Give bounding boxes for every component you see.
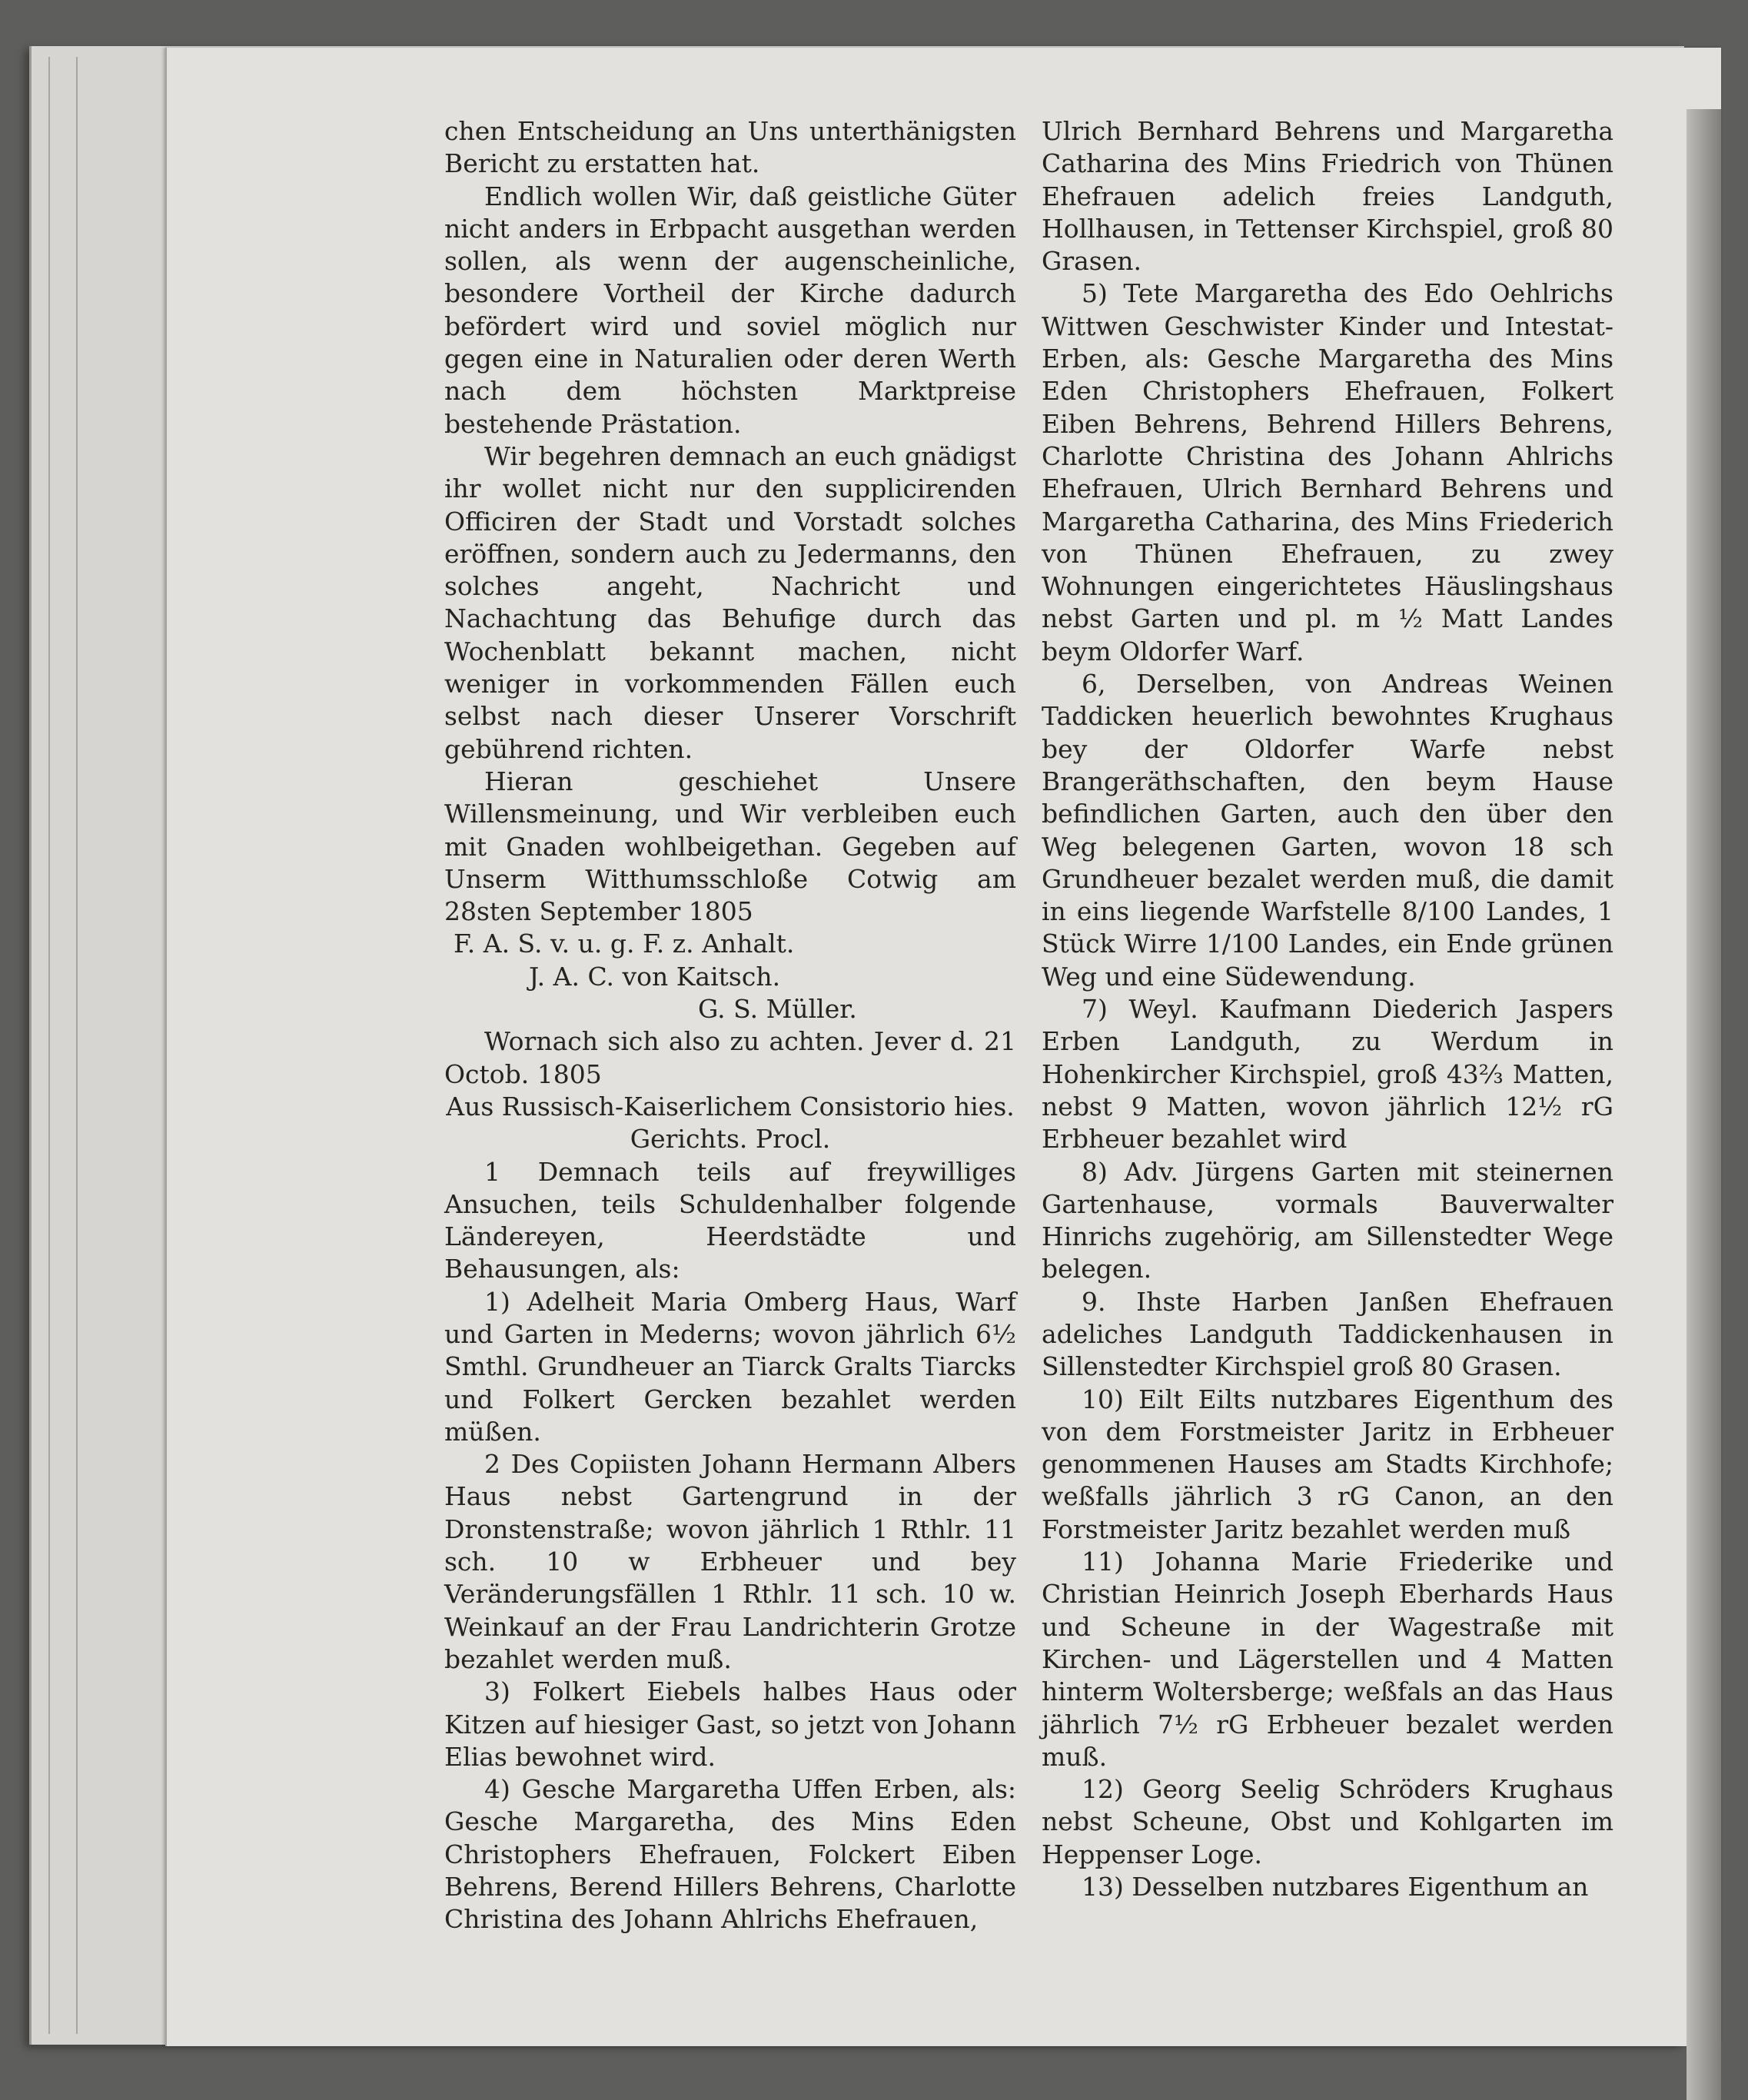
paragraph: Wir begehren demnach an euch gnädigst ihr wollet nicht nur den supplicirenden Officiren der Stadt und Vorstadt solches eröffnen, sondern auch zu Jedermanns, den solches angeht, Nachricht und Nachachtung das Behufige durch das Wochenblatt bekannt machen, nicht weniger in vorkommenden Fällen euch selbst nach dieser Unserer Vorschrift gebührend richten.	[444, 440, 1016, 764]
paragraph: F. A. S. v. u. g. F. z. Anhalt.	[454, 929, 795, 959]
paragraph: 4) Gesche Margaretha Uffen Erben, als: Gesche Margaretha, des Mins Eden Christophers Ehefrauen, Folckert Eiben Behrens, Berend Hillers Behrens, Charlotte Christina des Johann Ahlrichs Ehefrauen,	[444, 1774, 1016, 1935]
paragraph: 1 Demnach teils auf freywilliges Ansuchen, teils Schuldenhalber folgende Ländereyen, Heerdstädte und Behausungen, als:	[444, 1156, 1016, 1284]
right-text-column	[1042, 115, 1613, 1903]
paragraph: 6, Derselben, von Andreas Weinen Taddicken heuerlich bewohntes Krughaus bey der Oldorfer Warfe nebst Brangeräthschaften, den beym Hause befindlichen Garten, auch den über den Weg belegenen Garten, wovon 18 sch Grundheuer bezalet werden muß, die damit in eins liegende Warfstelle 8/100 Landes, 1 Stück Wirre 1/100 Landes, ein Ende grünen Weg und eine Südewendung.	[1042, 669, 1613, 992]
paragraph: 9. Ihste Harben Janßen Ehefrauen adeliches Landguth Taddickenhausen in Sillenstedter Kirchspiel groß 80 Grasen.	[1042, 1286, 1613, 1382]
paragraph: 7) Weyl. Kaufmann Diederich Jaspers Erben Landguth, zu Werdum in Hohenkircher Kirchspiel, groß 43⅔ Matten, nebst 9 Matten, wovon jährlich 12½ rG Erbheuer bezahlet wird	[1042, 994, 1613, 1155]
paragraph: Hieran geschiehet Unsere Willensmeinung, und Wir verbleiben euch mit Gnaden wohlbeigethan. Gegeben auf Unserm Witthumsschloße Cotwig am 28sten September 1805	[444, 766, 1016, 927]
paragraph: 10) Eilt Eilts nutzbares Eigenthum des von dem Forstmeister Jaritz in Erbheuer genommenen Hauses am Stadts Kirchhofe; weßfalls jährlich 3 rG Canon, an den Forstmeister Jaritz bezahlet werden muß	[1042, 1384, 1613, 1544]
paragraph: 1) Adelheit Maria Omberg Haus, Warf und Garten in Mederns; wovon jährlich 6½ Smthl. Grundheuer an Tiarck Gralts Tiarcks und Folkert Gercken bezahlet werden müßen.	[444, 1286, 1016, 1447]
paragraph: Endlich wollen Wir, daß geistliche Güter nicht anders in Erbpacht ausgethan werden sollen, als wenn der augenscheinliche, besondere Vortheil der Kirche dadurch befördert wird und soviel möglich nur gegen eine in Naturalien oder deren Werth nach dem höchsten Marktpreise bestehende Prästation.	[444, 181, 1016, 439]
paragraph: 11) Johanna Marie Friederike und Christian Heinrich Joseph Eberhards Haus und Scheune in der Wagestraße mit Kirchen- und Lägerstellen und 4 Matten hinterm Woltersberge; weßfals an das Haus jährlich 7½ rG Erbheuer bezalet werden muß.	[1042, 1547, 1613, 1772]
paragraph: 2 Des Copiisten Johann Hermann Albers Haus nebst Gartengrund in der Dronstenstraße; wovon jährlich 1 Rthlr. 11 sch. 10 w Erbheuer und bey Veränderungsfällen 1 Rthlr. 11 sch. 10 w. Weinkauf an der Frau Landrichterin Grotze bezahlet werden muß.	[444, 1449, 1016, 1674]
left-text-column	[444, 115, 1016, 1936]
paragraph: 5) Tete Margaretha des Edo Oehlrichs Wittwen Geschwister Kinder und Intestat-Erben, als: Gesche Margaretha des Mins Eden Christophers Ehefrauen, Folkert Eiben Behrens, Behrend Hillers Behrens, Charlotte Christina des Johann Ahlrichs Ehefrauen, Ulrich Bernhard Behrens und Margaretha Catharina, des Mins Friederich von Thünen Ehefrauen, zu zwey Wohnungen eingerichtetes Häuslingshaus nebst Garten und pl. m ½ Matt Landes beym Oldorfer Warf.	[1042, 278, 1613, 666]
paragraph: 12) Georg Seelig Schröders Krughaus nebst Scheune, Obst und Kohlgarten im Heppenser Loge.	[1042, 1774, 1613, 1869]
paragraph: 13) Desselben nutzbares Eigenthum an	[1082, 1872, 1589, 1902]
paragraph: G. S. Müller.	[698, 994, 857, 1025]
paragraph: Ulrich Bernhard Behrens und Margaretha Catharina des Mins Friedrich von Thünen Ehefrauen adelich freies Landguth, Hollhausen, in Tettenser Kirchspiel, groß 80 Grasen.	[1042, 116, 1613, 277]
paragraph: Aus Russisch-Kaiserlichem Consistorio hies. Gerichts. Procl.	[446, 1091, 1015, 1155]
book-gutter	[1687, 109, 1721, 2100]
paragraph: Wornach sich also zu achten. Jever d. 21 Octob. 1805	[444, 1026, 1016, 1089]
paragraph: 8) Adv. Jürgens Garten mit steinernen Gartenhause, vormals Bauverwalter Hinrichs zugehörig, am Sillenstedter Wege belegen.	[1042, 1156, 1613, 1284]
paragraph: chen Entscheidung an Uns unterthänigsten Bericht zu erstatten hat.	[444, 116, 1016, 179]
paragraph: 3) Folkert Eiebels halbes Haus oder Kitzen auf hiesiger Gast, so jetzt von Johann Elias bewohnet wird.	[444, 1676, 1016, 1772]
paragraph: J. A. C. von Kaitsch.	[529, 961, 781, 992]
